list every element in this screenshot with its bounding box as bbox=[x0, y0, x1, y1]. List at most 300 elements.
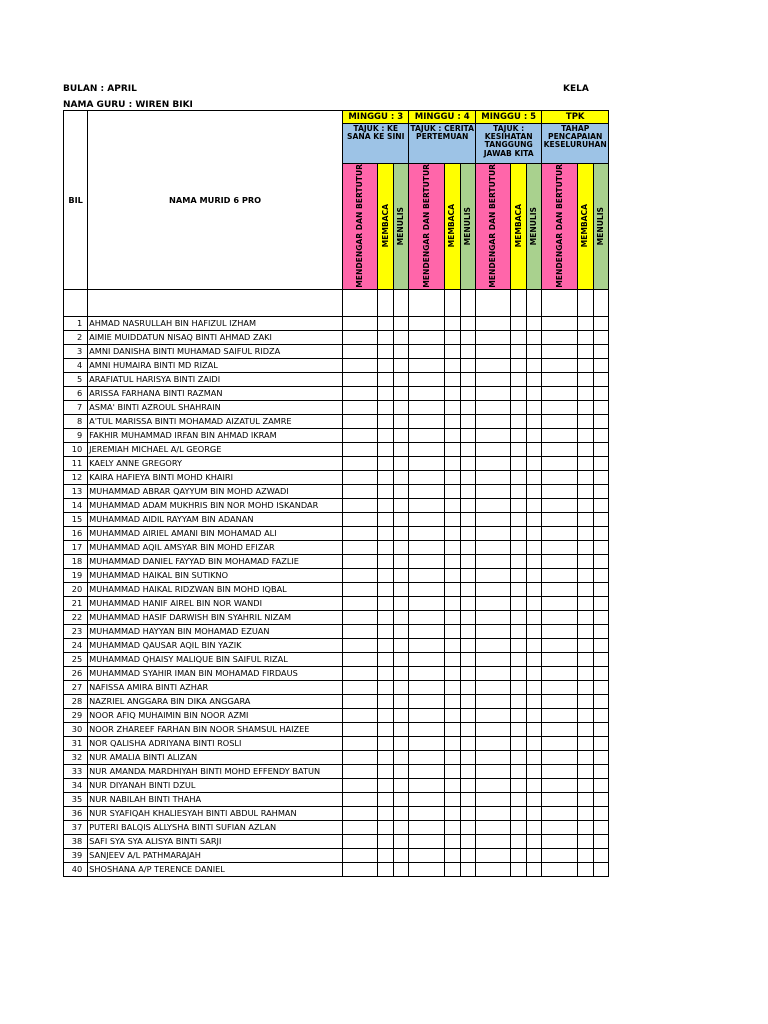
score-cell[interactable] bbox=[542, 792, 577, 806]
score-cell[interactable] bbox=[444, 344, 460, 358]
score-cell[interactable] bbox=[343, 722, 378, 736]
score-cell[interactable] bbox=[542, 316, 577, 330]
score-cell[interactable] bbox=[593, 442, 608, 456]
score-cell[interactable] bbox=[527, 862, 542, 876]
score-cell[interactable] bbox=[542, 862, 577, 876]
score-cell[interactable] bbox=[593, 554, 608, 568]
score-cell[interactable] bbox=[378, 456, 394, 470]
score-cell[interactable] bbox=[460, 512, 475, 526]
score-cell[interactable] bbox=[593, 666, 608, 680]
score-cell[interactable] bbox=[511, 680, 527, 694]
score-cell[interactable] bbox=[409, 568, 444, 582]
score-cell[interactable] bbox=[577, 806, 593, 820]
score-cell[interactable] bbox=[511, 540, 527, 554]
score-cell[interactable] bbox=[409, 582, 444, 596]
score-cell[interactable] bbox=[378, 764, 394, 778]
score-cell[interactable] bbox=[577, 666, 593, 680]
score-cell[interactable] bbox=[378, 358, 394, 372]
score-cell[interactable] bbox=[409, 750, 444, 764]
score-cell[interactable] bbox=[542, 330, 577, 344]
score-cell[interactable] bbox=[394, 638, 409, 652]
score-cell[interactable] bbox=[542, 806, 577, 820]
score-cell[interactable] bbox=[409, 470, 444, 484]
score-cell[interactable] bbox=[444, 666, 460, 680]
score-cell[interactable] bbox=[542, 554, 577, 568]
score-cell[interactable] bbox=[542, 596, 577, 610]
score-cell[interactable] bbox=[511, 722, 527, 736]
score-cell[interactable] bbox=[460, 806, 475, 820]
score-cell[interactable] bbox=[394, 568, 409, 582]
score-cell[interactable] bbox=[593, 848, 608, 862]
score-cell[interactable] bbox=[444, 722, 460, 736]
score-cell[interactable] bbox=[511, 764, 527, 778]
score-cell[interactable] bbox=[343, 568, 378, 582]
score-cell[interactable] bbox=[378, 750, 394, 764]
score-cell[interactable] bbox=[460, 848, 475, 862]
score-cell[interactable] bbox=[444, 414, 460, 428]
score-cell[interactable] bbox=[577, 610, 593, 624]
score-cell[interactable] bbox=[343, 526, 378, 540]
score-cell[interactable] bbox=[343, 330, 378, 344]
score-cell[interactable] bbox=[394, 484, 409, 498]
score-cell[interactable] bbox=[577, 596, 593, 610]
score-cell[interactable] bbox=[394, 610, 409, 624]
score-cell[interactable] bbox=[343, 428, 378, 442]
score-cell[interactable] bbox=[394, 750, 409, 764]
score-cell[interactable] bbox=[511, 442, 527, 456]
score-cell[interactable] bbox=[527, 694, 542, 708]
score-cell[interactable] bbox=[444, 568, 460, 582]
score-cell[interactable] bbox=[460, 624, 475, 638]
score-cell[interactable] bbox=[378, 400, 394, 414]
score-cell[interactable] bbox=[394, 596, 409, 610]
score-cell[interactable] bbox=[394, 624, 409, 638]
score-cell[interactable] bbox=[460, 708, 475, 722]
score-cell[interactable] bbox=[409, 316, 444, 330]
score-cell[interactable] bbox=[378, 428, 394, 442]
score-cell[interactable] bbox=[577, 344, 593, 358]
score-cell[interactable] bbox=[394, 862, 409, 876]
score-cell[interactable] bbox=[527, 736, 542, 750]
score-cell[interactable] bbox=[343, 512, 378, 526]
score-cell[interactable] bbox=[378, 526, 394, 540]
score-cell[interactable] bbox=[593, 512, 608, 526]
score-cell[interactable] bbox=[378, 736, 394, 750]
score-cell[interactable] bbox=[475, 750, 510, 764]
score-cell[interactable] bbox=[527, 316, 542, 330]
score-cell[interactable] bbox=[593, 694, 608, 708]
score-cell[interactable] bbox=[444, 834, 460, 848]
score-cell[interactable] bbox=[343, 442, 378, 456]
score-cell[interactable] bbox=[444, 526, 460, 540]
score-cell[interactable] bbox=[460, 778, 475, 792]
score-cell[interactable] bbox=[460, 470, 475, 484]
score-cell[interactable] bbox=[577, 848, 593, 862]
score-cell[interactable] bbox=[577, 316, 593, 330]
score-cell[interactable] bbox=[460, 834, 475, 848]
score-cell[interactable] bbox=[593, 624, 608, 638]
score-cell[interactable] bbox=[577, 512, 593, 526]
score-cell[interactable] bbox=[460, 764, 475, 778]
score-cell[interactable] bbox=[511, 862, 527, 876]
score-cell[interactable] bbox=[409, 624, 444, 638]
score-cell[interactable] bbox=[343, 708, 378, 722]
score-cell[interactable] bbox=[475, 372, 510, 386]
score-cell[interactable] bbox=[577, 428, 593, 442]
score-cell[interactable] bbox=[444, 736, 460, 750]
score-cell[interactable] bbox=[409, 666, 444, 680]
score-cell[interactable] bbox=[475, 498, 510, 512]
score-cell[interactable] bbox=[527, 428, 542, 442]
score-cell[interactable] bbox=[394, 736, 409, 750]
score-cell[interactable] bbox=[460, 792, 475, 806]
score-cell[interactable] bbox=[593, 372, 608, 386]
score-cell[interactable] bbox=[378, 330, 394, 344]
score-cell[interactable] bbox=[409, 400, 444, 414]
score-cell[interactable] bbox=[577, 470, 593, 484]
score-cell[interactable] bbox=[409, 456, 444, 470]
score-cell[interactable] bbox=[577, 372, 593, 386]
score-cell[interactable] bbox=[444, 596, 460, 610]
score-cell[interactable] bbox=[460, 400, 475, 414]
score-cell[interactable] bbox=[394, 372, 409, 386]
score-cell[interactable] bbox=[542, 498, 577, 512]
score-cell[interactable] bbox=[577, 456, 593, 470]
score-cell[interactable] bbox=[343, 666, 378, 680]
score-cell[interactable] bbox=[343, 778, 378, 792]
score-cell[interactable] bbox=[577, 722, 593, 736]
score-cell[interactable] bbox=[593, 596, 608, 610]
score-cell[interactable] bbox=[475, 736, 510, 750]
score-cell[interactable] bbox=[527, 330, 542, 344]
score-cell[interactable] bbox=[475, 540, 510, 554]
score-cell[interactable] bbox=[409, 862, 444, 876]
score-cell[interactable] bbox=[511, 792, 527, 806]
score-cell[interactable] bbox=[409, 526, 444, 540]
score-cell[interactable] bbox=[511, 498, 527, 512]
score-cell[interactable] bbox=[527, 540, 542, 554]
score-cell[interactable] bbox=[444, 806, 460, 820]
score-cell[interactable] bbox=[475, 806, 510, 820]
score-cell[interactable] bbox=[511, 400, 527, 414]
score-cell[interactable] bbox=[460, 372, 475, 386]
score-cell[interactable] bbox=[593, 680, 608, 694]
score-cell[interactable] bbox=[511, 834, 527, 848]
score-cell[interactable] bbox=[343, 554, 378, 568]
score-cell[interactable] bbox=[511, 610, 527, 624]
score-cell[interactable] bbox=[394, 666, 409, 680]
score-cell[interactable] bbox=[460, 386, 475, 400]
score-cell[interactable] bbox=[542, 344, 577, 358]
score-cell[interactable] bbox=[409, 722, 444, 736]
score-cell[interactable] bbox=[394, 330, 409, 344]
score-cell[interactable] bbox=[577, 834, 593, 848]
score-cell[interactable] bbox=[460, 582, 475, 596]
score-cell[interactable] bbox=[475, 834, 510, 848]
score-cell[interactable] bbox=[527, 806, 542, 820]
score-cell[interactable] bbox=[444, 358, 460, 372]
score-cell[interactable] bbox=[394, 386, 409, 400]
score-cell[interactable] bbox=[475, 568, 510, 582]
score-cell[interactable] bbox=[542, 638, 577, 652]
score-cell[interactable] bbox=[527, 652, 542, 666]
score-cell[interactable] bbox=[378, 666, 394, 680]
score-cell[interactable] bbox=[444, 428, 460, 442]
score-cell[interactable] bbox=[343, 792, 378, 806]
score-cell[interactable] bbox=[511, 624, 527, 638]
score-cell[interactable] bbox=[343, 624, 378, 638]
score-cell[interactable] bbox=[593, 722, 608, 736]
score-cell[interactable] bbox=[577, 862, 593, 876]
score-cell[interactable] bbox=[409, 848, 444, 862]
score-cell[interactable] bbox=[577, 764, 593, 778]
score-cell[interactable] bbox=[542, 372, 577, 386]
score-cell[interactable] bbox=[542, 848, 577, 862]
score-cell[interactable] bbox=[343, 540, 378, 554]
score-cell[interactable] bbox=[378, 386, 394, 400]
score-cell[interactable] bbox=[577, 694, 593, 708]
score-cell[interactable] bbox=[527, 554, 542, 568]
score-cell[interactable] bbox=[460, 414, 475, 428]
score-cell[interactable] bbox=[527, 610, 542, 624]
score-cell[interactable] bbox=[593, 778, 608, 792]
score-cell[interactable] bbox=[343, 610, 378, 624]
score-cell[interactable] bbox=[409, 428, 444, 442]
score-cell[interactable] bbox=[593, 456, 608, 470]
score-cell[interactable] bbox=[542, 540, 577, 554]
score-cell[interactable] bbox=[527, 358, 542, 372]
score-cell[interactable] bbox=[378, 806, 394, 820]
score-cell[interactable] bbox=[394, 344, 409, 358]
score-cell[interactable] bbox=[577, 582, 593, 596]
score-cell[interactable] bbox=[593, 834, 608, 848]
score-cell[interactable] bbox=[475, 316, 510, 330]
score-cell[interactable] bbox=[475, 512, 510, 526]
score-cell[interactable] bbox=[511, 848, 527, 862]
score-cell[interactable] bbox=[475, 792, 510, 806]
score-cell[interactable] bbox=[542, 526, 577, 540]
score-cell[interactable] bbox=[577, 820, 593, 834]
score-cell[interactable] bbox=[460, 820, 475, 834]
score-cell[interactable] bbox=[394, 694, 409, 708]
score-cell[interactable] bbox=[394, 526, 409, 540]
score-cell[interactable] bbox=[475, 400, 510, 414]
score-cell[interactable] bbox=[394, 806, 409, 820]
score-cell[interactable] bbox=[577, 484, 593, 498]
score-cell[interactable] bbox=[527, 848, 542, 862]
score-cell[interactable] bbox=[527, 708, 542, 722]
score-cell[interactable] bbox=[542, 400, 577, 414]
score-cell[interactable] bbox=[460, 344, 475, 358]
score-cell[interactable] bbox=[577, 358, 593, 372]
score-cell[interactable] bbox=[542, 358, 577, 372]
score-cell[interactable] bbox=[542, 428, 577, 442]
score-cell[interactable] bbox=[475, 344, 510, 358]
score-cell[interactable] bbox=[378, 442, 394, 456]
score-cell[interactable] bbox=[444, 330, 460, 344]
score-cell[interactable] bbox=[394, 722, 409, 736]
score-cell[interactable] bbox=[577, 708, 593, 722]
score-cell[interactable] bbox=[542, 708, 577, 722]
score-cell[interactable] bbox=[577, 386, 593, 400]
score-cell[interactable] bbox=[343, 316, 378, 330]
score-cell[interactable] bbox=[577, 638, 593, 652]
score-cell[interactable] bbox=[527, 722, 542, 736]
score-cell[interactable] bbox=[460, 442, 475, 456]
score-cell[interactable] bbox=[409, 820, 444, 834]
score-cell[interactable] bbox=[475, 666, 510, 680]
score-cell[interactable] bbox=[527, 624, 542, 638]
score-cell[interactable] bbox=[542, 568, 577, 582]
score-cell[interactable] bbox=[343, 652, 378, 666]
score-cell[interactable] bbox=[593, 470, 608, 484]
score-cell[interactable] bbox=[577, 330, 593, 344]
score-cell[interactable] bbox=[444, 862, 460, 876]
score-cell[interactable] bbox=[511, 666, 527, 680]
score-cell[interactable] bbox=[511, 820, 527, 834]
score-cell[interactable] bbox=[542, 764, 577, 778]
score-cell[interactable] bbox=[444, 372, 460, 386]
score-cell[interactable] bbox=[475, 680, 510, 694]
score-cell[interactable] bbox=[593, 386, 608, 400]
score-cell[interactable] bbox=[460, 540, 475, 554]
score-cell[interactable] bbox=[511, 694, 527, 708]
score-cell[interactable] bbox=[475, 610, 510, 624]
score-cell[interactable] bbox=[527, 582, 542, 596]
score-cell[interactable] bbox=[511, 652, 527, 666]
score-cell[interactable] bbox=[343, 596, 378, 610]
score-cell[interactable] bbox=[409, 834, 444, 848]
score-cell[interactable] bbox=[444, 316, 460, 330]
score-cell[interactable] bbox=[527, 820, 542, 834]
score-cell[interactable] bbox=[409, 512, 444, 526]
score-cell[interactable] bbox=[409, 694, 444, 708]
score-cell[interactable] bbox=[542, 820, 577, 834]
score-cell[interactable] bbox=[444, 708, 460, 722]
score-cell[interactable] bbox=[511, 470, 527, 484]
score-cell[interactable] bbox=[378, 708, 394, 722]
score-cell[interactable] bbox=[378, 652, 394, 666]
score-cell[interactable] bbox=[511, 582, 527, 596]
score-cell[interactable] bbox=[444, 792, 460, 806]
score-cell[interactable] bbox=[542, 414, 577, 428]
score-cell[interactable] bbox=[343, 372, 378, 386]
score-cell[interactable] bbox=[577, 778, 593, 792]
score-cell[interactable] bbox=[542, 442, 577, 456]
score-cell[interactable] bbox=[475, 624, 510, 638]
score-cell[interactable] bbox=[460, 456, 475, 470]
score-cell[interactable] bbox=[343, 582, 378, 596]
score-cell[interactable] bbox=[409, 806, 444, 820]
score-cell[interactable] bbox=[577, 652, 593, 666]
score-cell[interactable] bbox=[394, 792, 409, 806]
score-cell[interactable] bbox=[409, 344, 444, 358]
score-cell[interactable] bbox=[378, 344, 394, 358]
score-cell[interactable] bbox=[511, 316, 527, 330]
score-cell[interactable] bbox=[409, 652, 444, 666]
score-cell[interactable] bbox=[343, 680, 378, 694]
score-cell[interactable] bbox=[394, 470, 409, 484]
score-cell[interactable] bbox=[394, 652, 409, 666]
score-cell[interactable] bbox=[444, 624, 460, 638]
score-cell[interactable] bbox=[577, 442, 593, 456]
score-cell[interactable] bbox=[394, 428, 409, 442]
score-cell[interactable] bbox=[593, 764, 608, 778]
score-cell[interactable] bbox=[475, 722, 510, 736]
score-cell[interactable] bbox=[444, 848, 460, 862]
score-cell[interactable] bbox=[378, 778, 394, 792]
score-cell[interactable] bbox=[378, 862, 394, 876]
score-cell[interactable] bbox=[475, 456, 510, 470]
score-cell[interactable] bbox=[343, 638, 378, 652]
score-cell[interactable] bbox=[475, 638, 510, 652]
score-cell[interactable] bbox=[593, 428, 608, 442]
score-cell[interactable] bbox=[378, 470, 394, 484]
score-cell[interactable] bbox=[460, 568, 475, 582]
score-cell[interactable] bbox=[460, 596, 475, 610]
score-cell[interactable] bbox=[511, 358, 527, 372]
score-cell[interactable] bbox=[378, 540, 394, 554]
score-cell[interactable] bbox=[593, 820, 608, 834]
score-cell[interactable] bbox=[378, 582, 394, 596]
score-cell[interactable] bbox=[542, 456, 577, 470]
score-cell[interactable] bbox=[409, 736, 444, 750]
score-cell[interactable] bbox=[593, 484, 608, 498]
score-cell[interactable] bbox=[511, 568, 527, 582]
score-cell[interactable] bbox=[444, 484, 460, 498]
score-cell[interactable] bbox=[475, 862, 510, 876]
score-cell[interactable] bbox=[577, 414, 593, 428]
score-cell[interactable] bbox=[511, 372, 527, 386]
score-cell[interactable] bbox=[378, 484, 394, 498]
score-cell[interactable] bbox=[475, 708, 510, 722]
score-cell[interactable] bbox=[577, 568, 593, 582]
score-cell[interactable] bbox=[409, 442, 444, 456]
score-cell[interactable] bbox=[444, 540, 460, 554]
score-cell[interactable] bbox=[475, 596, 510, 610]
score-cell[interactable] bbox=[444, 400, 460, 414]
score-cell[interactable] bbox=[511, 736, 527, 750]
score-cell[interactable] bbox=[394, 554, 409, 568]
score-cell[interactable] bbox=[475, 582, 510, 596]
score-cell[interactable] bbox=[593, 708, 608, 722]
score-cell[interactable] bbox=[394, 848, 409, 862]
score-cell[interactable] bbox=[511, 596, 527, 610]
score-cell[interactable] bbox=[593, 526, 608, 540]
score-cell[interactable] bbox=[409, 554, 444, 568]
score-cell[interactable] bbox=[409, 792, 444, 806]
score-cell[interactable] bbox=[444, 694, 460, 708]
score-cell[interactable] bbox=[394, 582, 409, 596]
score-cell[interactable] bbox=[343, 848, 378, 862]
score-cell[interactable] bbox=[378, 792, 394, 806]
score-cell[interactable] bbox=[460, 862, 475, 876]
score-cell[interactable] bbox=[409, 414, 444, 428]
score-cell[interactable] bbox=[409, 386, 444, 400]
score-cell[interactable] bbox=[378, 680, 394, 694]
score-cell[interactable] bbox=[444, 582, 460, 596]
score-cell[interactable] bbox=[444, 386, 460, 400]
score-cell[interactable] bbox=[542, 680, 577, 694]
score-cell[interactable] bbox=[593, 736, 608, 750]
score-cell[interactable] bbox=[527, 400, 542, 414]
score-cell[interactable] bbox=[343, 344, 378, 358]
score-cell[interactable] bbox=[542, 652, 577, 666]
score-cell[interactable] bbox=[475, 358, 510, 372]
score-cell[interactable] bbox=[394, 778, 409, 792]
score-cell[interactable] bbox=[394, 820, 409, 834]
score-cell[interactable] bbox=[511, 512, 527, 526]
